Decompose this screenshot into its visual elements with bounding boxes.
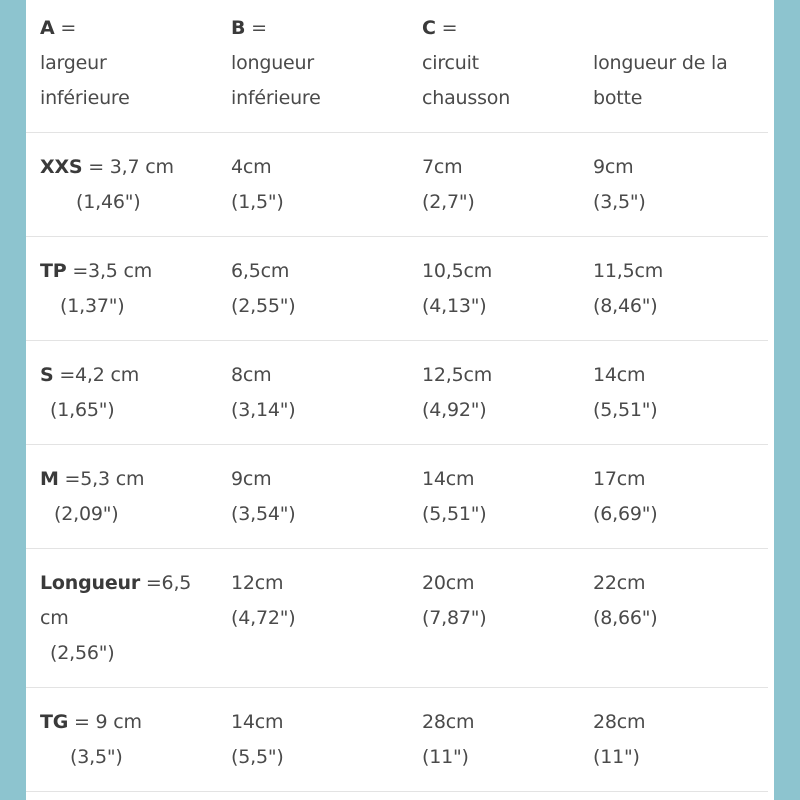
c-cm: 10,5cm: [422, 260, 493, 282]
b-cm: 9cm: [231, 468, 272, 490]
b-cm: 6,5cm: [231, 260, 290, 282]
a-value: = 9 cm: [68, 711, 142, 733]
c-cm: 28cm: [422, 711, 475, 733]
a-value: = 3,7 cm: [82, 156, 174, 178]
cell-size-a: [26, 341, 218, 444]
header-a-line3: inférieure: [40, 87, 130, 109]
cell-b: [218, 237, 409, 340]
a-value: =4,2 cm: [53, 364, 140, 386]
b-cm: 8cm: [231, 364, 272, 386]
table-header-row: [26, 0, 768, 133]
c-inch: (11"): [422, 746, 469, 768]
size-label: M: [40, 468, 59, 490]
cell-b: [218, 688, 409, 791]
c-cm: 7cm: [422, 156, 463, 178]
header-d-line3: botte: [593, 87, 643, 109]
c-inch: (4,13"): [422, 295, 487, 317]
table-row-tp: [26, 237, 768, 341]
d-cm: 14cm: [593, 364, 646, 386]
table-row-tg: [26, 688, 768, 792]
d-cm: 11,5cm: [593, 260, 664, 282]
d-inch: (5,51"): [593, 399, 658, 421]
c-inch: (7,87"): [422, 607, 487, 629]
size-chart-panel: [26, 0, 774, 800]
table-row-longueur: [26, 549, 768, 688]
header-c-line3: chausson: [422, 87, 511, 109]
cell-b: [218, 133, 409, 236]
size-table: [26, 0, 774, 792]
a-inch: (1,37"): [60, 295, 125, 317]
size-label: TP: [40, 260, 67, 282]
cell-d: [580, 549, 768, 687]
b-inch: (2,55"): [231, 295, 296, 317]
c-cm: 12,5cm: [422, 364, 493, 386]
d-cm: 9cm: [593, 156, 634, 178]
cell-c: [409, 341, 580, 444]
d-inch: (8,46"): [593, 295, 658, 317]
d-cm: 22cm: [593, 572, 646, 594]
b-inch: (3,54"): [231, 503, 296, 525]
cell-b: [218, 445, 409, 548]
a-inch: (1,65"): [50, 399, 115, 421]
size-label: S: [40, 364, 54, 386]
table-row-m: [26, 445, 768, 549]
a-inch: (1,46"): [76, 191, 141, 213]
a-inch: (2,09"): [54, 503, 119, 525]
d-cm: 17cm: [593, 468, 646, 490]
cell-size-a: [26, 549, 218, 687]
table-row-xxs: [26, 133, 768, 237]
cell-b: [218, 341, 409, 444]
header-a-sep: =: [54, 17, 77, 39]
cell-c: [409, 237, 580, 340]
header-c-letter: C: [422, 17, 436, 39]
a-value: =6,5: [140, 572, 192, 594]
a-value: =5,3 cm: [58, 468, 145, 490]
a-inch: (3,5"): [70, 746, 123, 768]
b-inch: (5,5"): [231, 746, 284, 768]
cell-d: [580, 445, 768, 548]
cell-c: [409, 133, 580, 236]
b-inch: (3,14"): [231, 399, 296, 421]
header-col-c: [409, 11, 580, 132]
d-cm: 28cm: [593, 711, 646, 733]
b-cm: 12cm: [231, 572, 284, 594]
cell-d: [580, 237, 768, 340]
header-b-line2: longueur: [231, 52, 314, 74]
b-cm: 4cm: [231, 156, 272, 178]
cell-size-a: [26, 237, 218, 340]
cell-b: [218, 549, 409, 687]
table-row-s: [26, 341, 768, 445]
cell-d: [580, 688, 768, 791]
c-inch: (4,92"): [422, 399, 487, 421]
d-inch: (11"): [593, 746, 640, 768]
a-value: =3,5 cm: [66, 260, 153, 282]
cell-c: [409, 549, 580, 687]
header-col-a: [26, 11, 218, 132]
header-a-line2: largeur: [40, 52, 107, 74]
size-label: TG: [40, 711, 69, 733]
a-value-cont: cm: [40, 607, 69, 629]
c-cm: 20cm: [422, 572, 475, 594]
size-label: Longueur: [40, 572, 140, 594]
header-col-b: [218, 11, 409, 132]
b-inch: (4,72"): [231, 607, 296, 629]
b-inch: (1,5"): [231, 191, 284, 213]
cell-c: [409, 688, 580, 791]
c-cm: 14cm: [422, 468, 475, 490]
cell-c: [409, 445, 580, 548]
header-c-line2: circuit: [422, 52, 479, 74]
size-label: XXS: [40, 156, 83, 178]
b-cm: 14cm: [231, 711, 284, 733]
d-inch: (3,5"): [593, 191, 646, 213]
cell-size-a: [26, 133, 218, 236]
c-inch: (2,7"): [422, 191, 475, 213]
header-d-line2: longueur de la: [593, 52, 728, 74]
header-b-line3: inférieure: [231, 87, 321, 109]
cell-size-a: [26, 445, 218, 548]
header-col-d: [580, 11, 768, 132]
c-inch: (5,51"): [422, 503, 487, 525]
header-b-sep: =: [245, 17, 267, 39]
header-b-letter: B: [231, 17, 246, 39]
d-inch: (6,69"): [593, 503, 658, 525]
cell-d: [580, 341, 768, 444]
header-c-sep: =: [435, 17, 458, 39]
a-inch: (2,56"): [50, 642, 115, 664]
d-inch: (8,66"): [593, 607, 658, 629]
cell-size-a: [26, 688, 218, 791]
header-a-letter: A: [40, 17, 55, 39]
cell-d: [580, 133, 768, 236]
